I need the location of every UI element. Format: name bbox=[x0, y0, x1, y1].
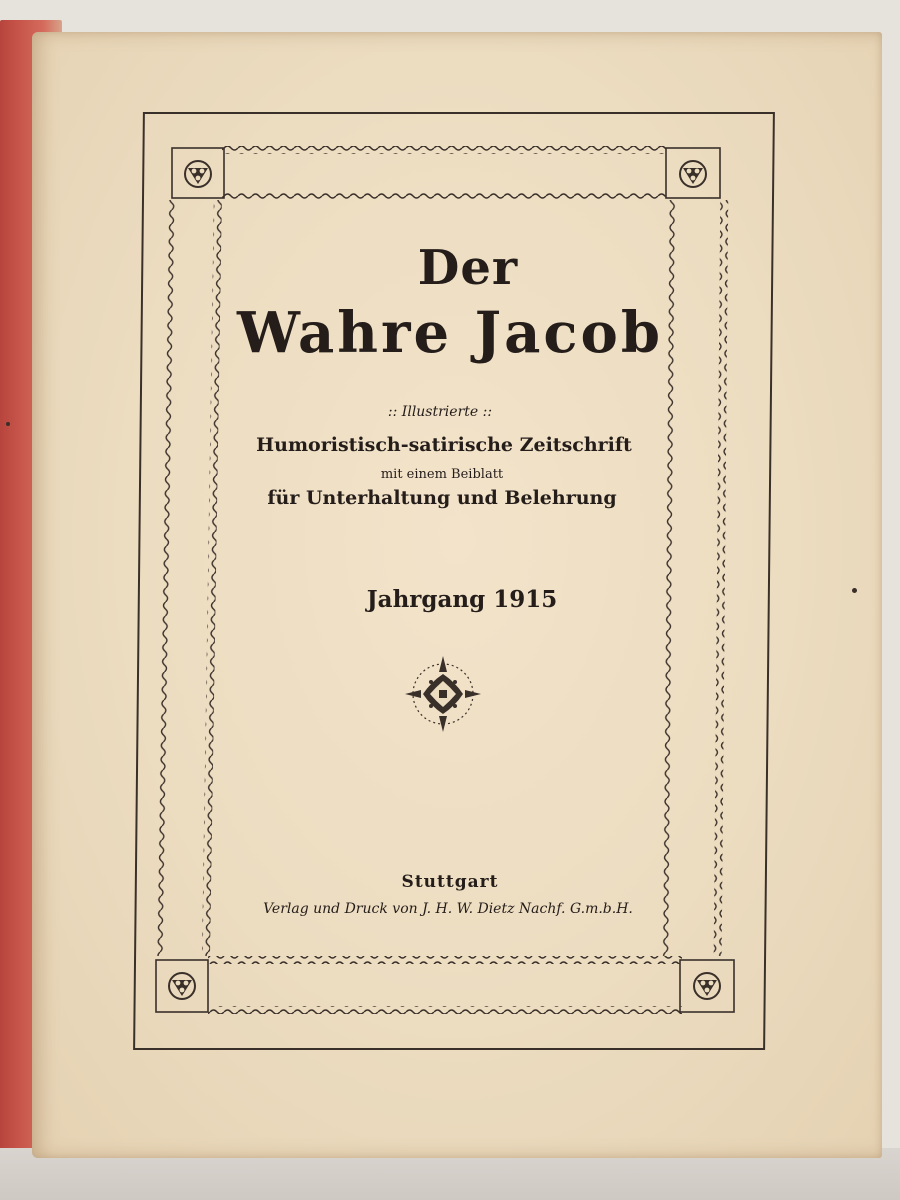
corner-ornament-bottom-left bbox=[156, 960, 208, 1012]
central-ornament bbox=[405, 656, 481, 732]
frame-top-wave bbox=[222, 146, 666, 154]
frame-top-wave-2 bbox=[222, 192, 666, 200]
subtitle-beiblatt: mit einem Beiblatt bbox=[380, 467, 504, 482]
ink-spot-left bbox=[6, 422, 10, 426]
subtitle-unterhaltung: für Unterhaltung und Belehrung bbox=[267, 487, 617, 509]
volume-year: Jahrgang 1915 bbox=[366, 586, 558, 613]
ink-spot-right bbox=[852, 588, 857, 593]
title-line-2: Wahre Jacob bbox=[236, 300, 664, 366]
frame-bottom-wave bbox=[208, 956, 682, 964]
imprint-city: Stuttgart bbox=[401, 872, 499, 892]
title-line-1: Der bbox=[417, 240, 519, 296]
frame-bottom-wave-2 bbox=[208, 1006, 682, 1014]
corner-ornament-bottom-right bbox=[680, 960, 734, 1012]
subtitle-zeitschrift: Humoristisch-satirische Zeitschrift bbox=[256, 434, 632, 456]
imprint-publisher: Verlag und Druck von J. H. W. Dietz Nachf. G.m.b.H. bbox=[263, 901, 633, 917]
corner-ornament-top-right bbox=[666, 148, 720, 198]
corner-ornament-top-left bbox=[172, 148, 224, 198]
subtitle-illustrierte: :: Illustrierte :: bbox=[387, 404, 493, 420]
